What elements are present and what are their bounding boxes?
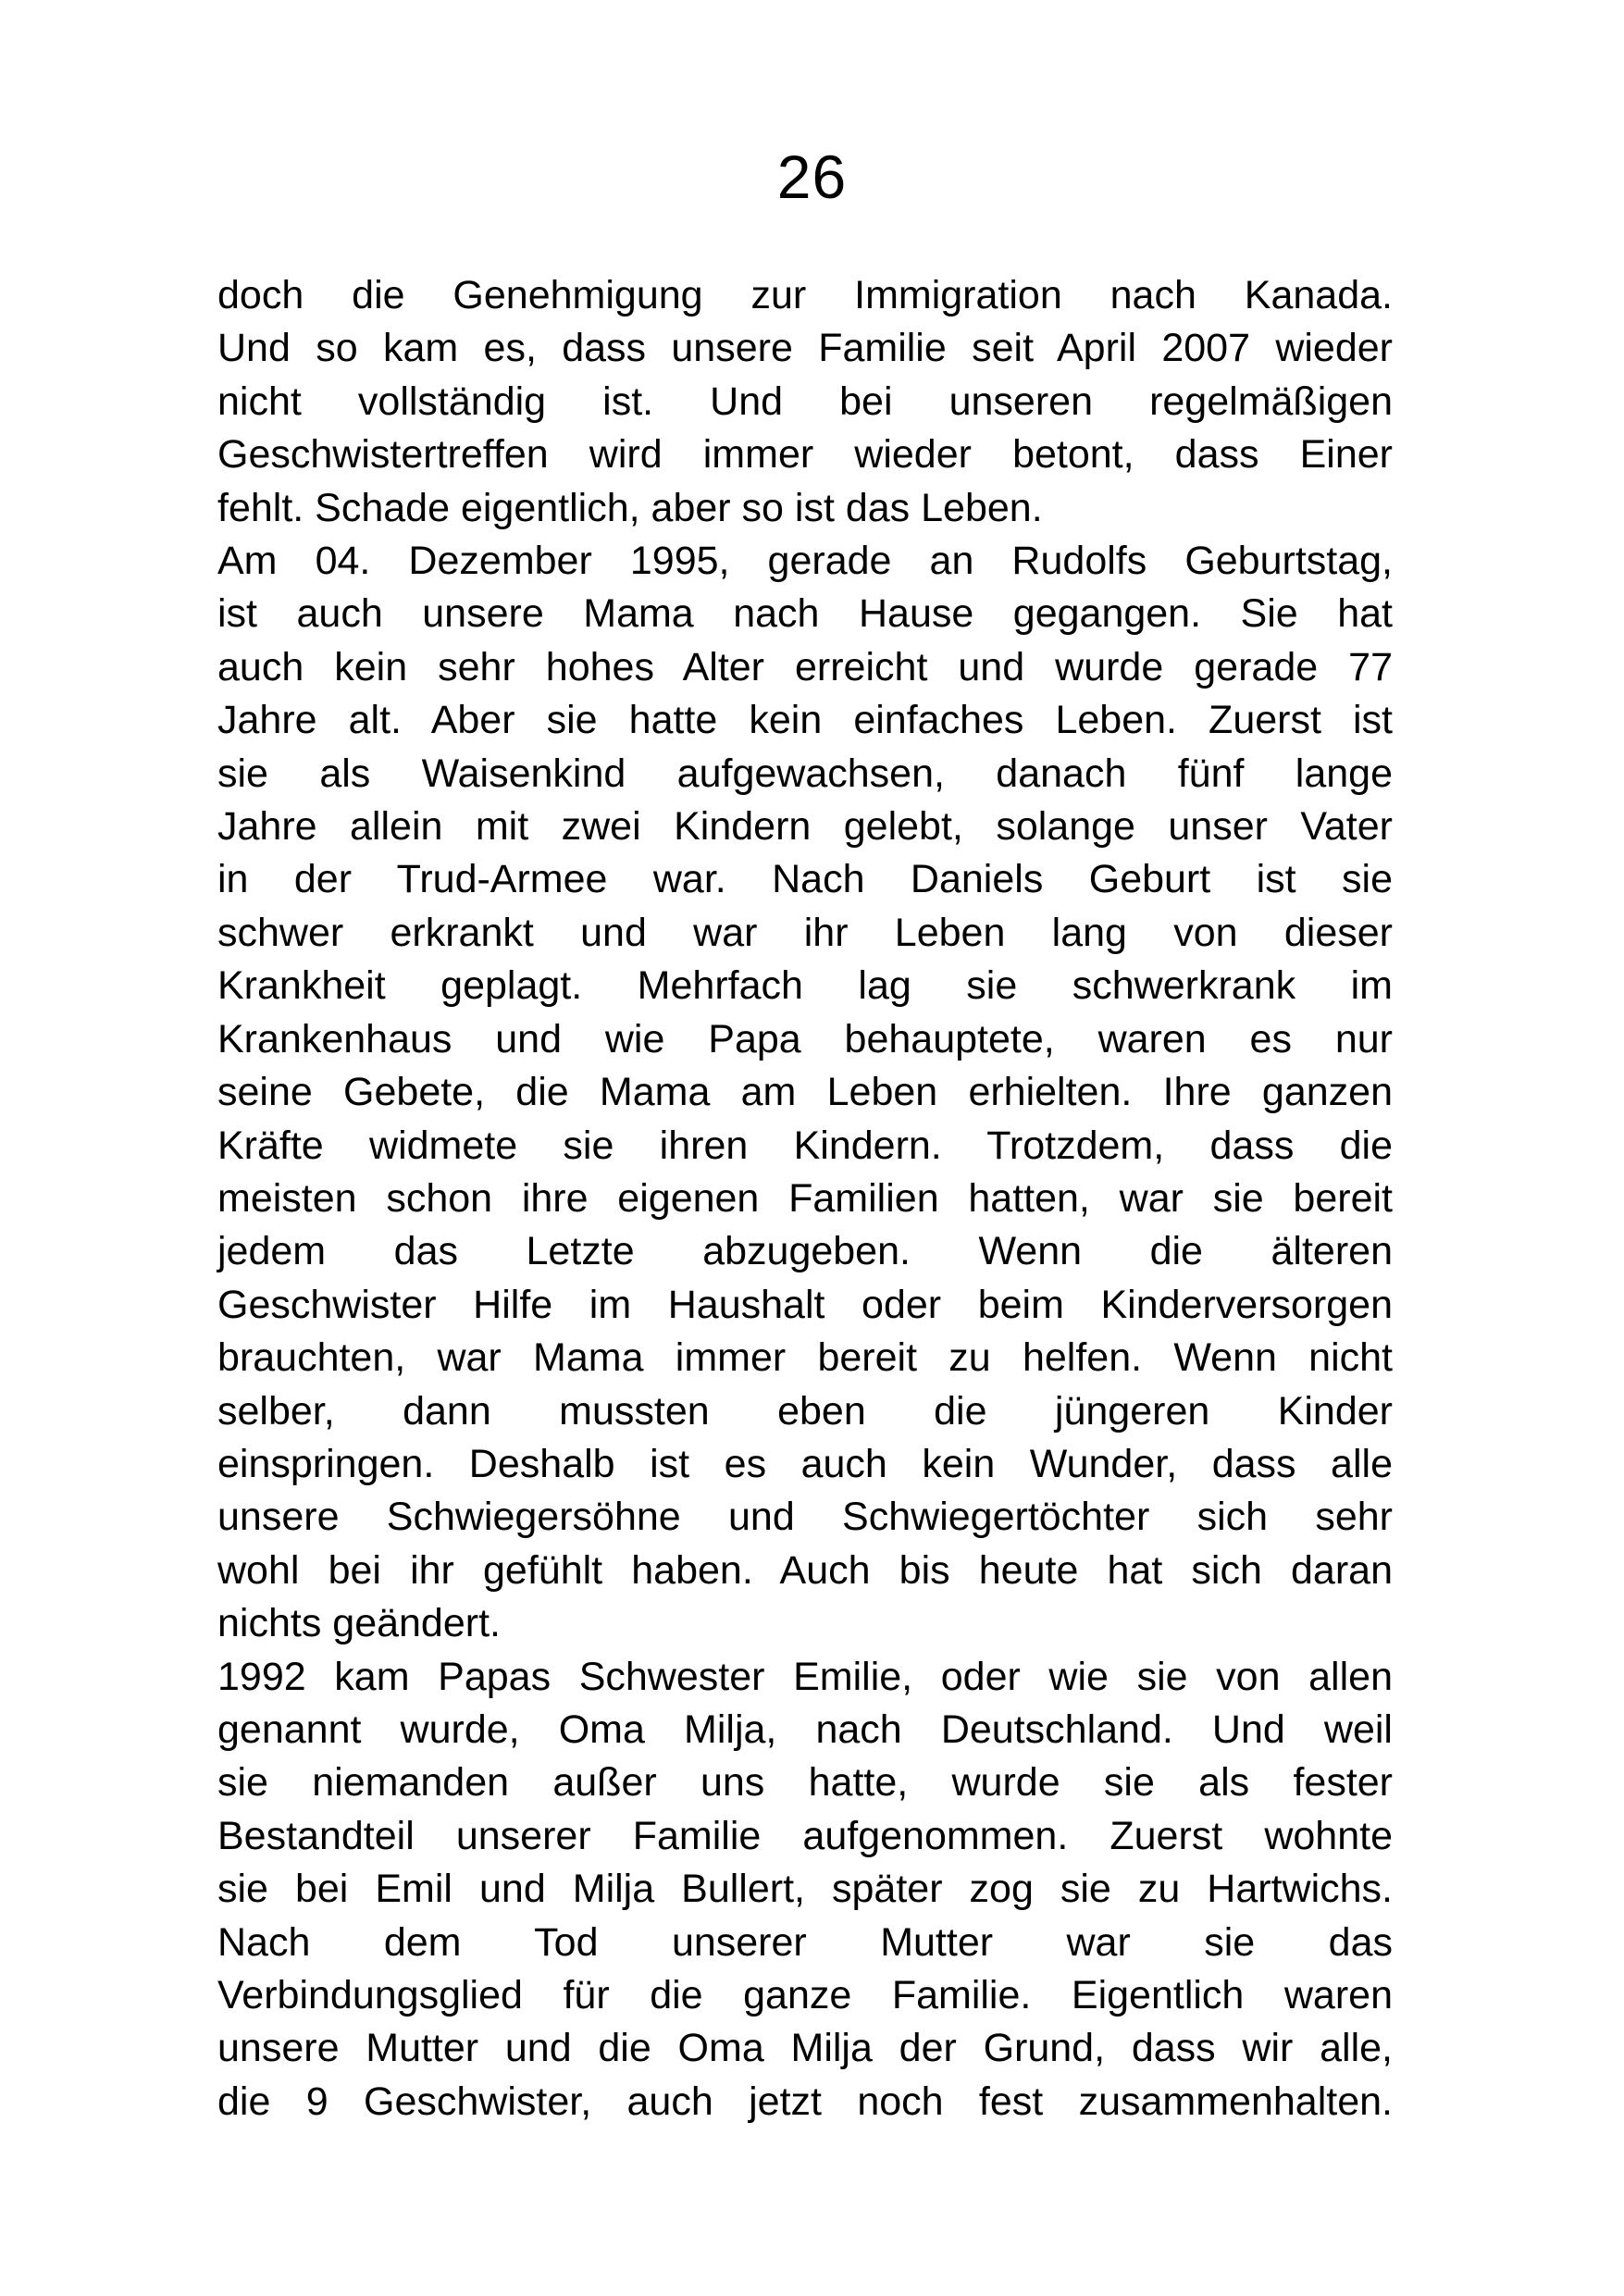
text-line: Geschwister Hilfe im Haushalt oder beim Kinderversorgen xyxy=(217,1282,1393,1327)
text-line: Und so kam es, dass unsere Familie seit April 2007 wieder xyxy=(217,326,1393,371)
paragraph xyxy=(217,1651,1393,2129)
text-line: nicht vollständig ist. Und bei unseren regelmäßigen xyxy=(217,379,1393,424)
text-line: Am 04. Dezember 1995, gerade an Rudolfs Geburtstag, xyxy=(217,539,1393,584)
text-line: Bestandteil unserer Familie aufgenommen. Zuerst wohnte xyxy=(217,1813,1393,1858)
text-line: Kräfte widmete sie ihren Kindern. Trotzdem, dass die xyxy=(217,1123,1393,1168)
text-line: Nach dem Tod unserer Mutter war sie das xyxy=(217,1919,1393,1965)
body-text xyxy=(217,269,1393,2128)
text-line: Jahre allein mit zwei Kindern gelebt, solange unser Vater xyxy=(217,804,1393,850)
text-line: schwer erkrankt und war ihr Leben lang von dieser xyxy=(217,910,1393,955)
text-line: sie als Waisenkind aufgewachsen, danach fünf lange xyxy=(217,751,1393,796)
text-line: die 9 Geschwister, auch jetzt noch fest zusammenhalten. xyxy=(217,2079,1393,2124)
text-line: Geschwistertreffen wird immer wieder betont, dass Einer xyxy=(217,432,1393,478)
text-line: auch kein sehr hohes Alter erreicht und wurde gerade 77 xyxy=(217,644,1393,689)
page-number: 26 xyxy=(776,143,848,211)
text-line: doch die Genehmigung zur Immigration nach Kanada. xyxy=(217,273,1393,317)
text-line: in der Trud-Armee war. Nach Daniels Geburt ist sie xyxy=(217,857,1393,902)
text-line: nichts geändert. xyxy=(217,1601,501,1646)
text-line: 1992 kam Papas Schwester Emilie, oder wie sie von allen xyxy=(217,1654,1393,1699)
text-line: Verbindungsglied für die ganze Familie. Eigentlich waren xyxy=(217,1973,1393,2017)
text-line: Krankheit geplagt. Mehrfach lag sie schwerkrank im xyxy=(217,963,1393,1009)
text-line: jedem das Letzte abzugeben. Wenn die älteren xyxy=(217,1229,1393,1274)
text-line: Jahre alt. Aber sie hatte kein einfaches Leben. Zuerst ist xyxy=(217,698,1393,743)
text-line: Krankenhaus und wie Papa behauptete, waren es nur xyxy=(217,1016,1393,1061)
text-line: einspringen. Deshalb ist es auch kein Wunder, dass alle xyxy=(217,1441,1393,1486)
paragraph xyxy=(217,535,1393,1651)
text-line: fehlt. Schade eigentlich, aber so ist das Leben. xyxy=(217,485,1043,530)
text-line: brauchten, war Mama immer bereit zu helfen. Wenn nicht xyxy=(217,1335,1393,1381)
text-line: seine Gebete, die Mama am Leben erhielten. Ihre ganzen xyxy=(217,1070,1393,1115)
text-line: wohl bei ihr gefühlt haben. Auch bis heute hat sich daran xyxy=(217,1547,1393,1593)
text-line: unsere Schwiegersöhne und Schwiegertöchter sich sehr xyxy=(217,1495,1393,1540)
text-line: meisten schon ihre eigenen Familien hatten, war sie bereit xyxy=(217,1175,1393,1221)
paragraph xyxy=(217,269,1393,535)
text-line: unsere Mutter und die Oma Milja der Grund, dass wir alle, xyxy=(217,2026,1393,2071)
text-line: selber, dann mussten eben die jüngeren Kinder xyxy=(217,1388,1393,1433)
text-line: sie niemanden außer uns hatte, wurde sie als fester xyxy=(217,1760,1393,1806)
text-line: genannt wurde, Oma Milja, nach Deutschland. Und weil xyxy=(217,1706,1393,1752)
text-line: sie bei Emil und Milja Bullert, später zog sie zu Hartwichs. xyxy=(217,1867,1393,1912)
text-line: ist auch unsere Mama nach Hause gegangen. Sie hat xyxy=(217,591,1393,637)
